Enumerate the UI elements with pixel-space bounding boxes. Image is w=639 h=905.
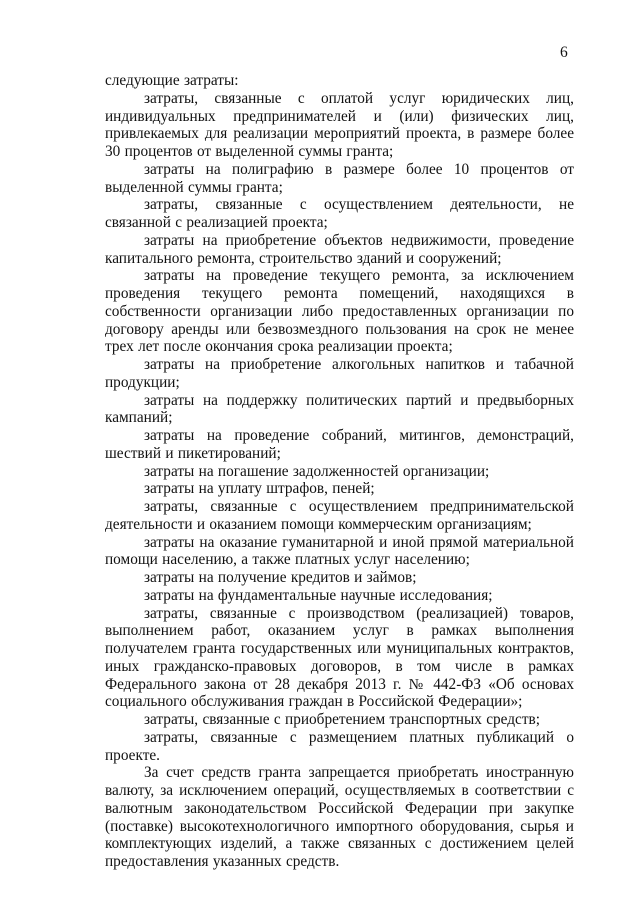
document-body [105,72,574,871]
paragraph-printing-costs: затраты на полиграфию в размере более 10 процентов от выделенной суммы гранта; [105,160,574,196]
paragraph-intro: следующие затраты: [105,72,239,89]
paragraph-fines-costs: затраты на уплату штрафов, пеней; [144,480,375,498]
paragraph-vehicles-costs: затраты, связанные с приобретением транспортных средств; [144,711,540,728]
paragraph-legal-services-costs: затраты, связанные с оплатой услуг юридических лиц, индивидуальных предпринимателей и (или) физических лиц, привлекаемых для реализации мероприятий проекта, в размере более 30 процентов от выделенной суммы гранта; [105,89,574,160]
paragraph-business-activity-costs: затраты, связанные с осуществлением предпринимательской деятельности и оказанием помощи коммерческим организациям; [105,498,574,533]
paragraph-contracts-costs: затраты, связанные с производством (реализацией) товаров, выполнением работ, оказанием услуг в рамках выполнения получателем гранта государственных или муниципальных контрактов, иных гражданско-правовых договоров, в том числе в рамках Федерального закона от 28 декабря 2013 г. № 442-ФЗ «Об основах социального обслуживания граждан в Российской Федерации»; [105,604,574,711]
paragraph-foreign-currency-prohibition: За счет средств гранта запрещается приобретать иностранную валюту, за исключением операций, осуществляемых в соответствии с валютным законодательством Российской Федерации при закупке (поставке) высокотехнологичного импортного оборудования, сырья и комплектующих изделий, а также связанных с достижением целей предоставления указанных средств. [105,764,574,870]
paragraph-rallies-costs: затраты на проведение собраний, митингов, демонстраций, шествий и пикетирований; [105,427,574,462]
paragraph-political-support-costs: затраты на поддержку политических партий и предвыборных кампаний; [105,391,574,427]
paragraph-alcohol-tobacco-costs: затраты на приобретение алкогольных напитков и табачной продукции; [105,356,574,391]
paragraph-loans-costs: затраты на получение кредитов и займов; [144,569,417,586]
paragraph-publications-costs: затраты, связанные с размещением платных публикаций о проекте. [105,728,574,764]
paragraph-current-repair-costs: затраты на проведение текущего ремонта, за исключением проведения текущего ремонта помещений, находящихся в собственности организации либо предоставленных организации по договору аренды или безвозмездного пользования на срок не менее трех лет после окончания срока реализации проекта; [105,267,574,356]
paragraph-humanitarian-aid-costs: затраты на оказание гуманитарной и иной прямой материальной помощи населению, а также платных услуг населению; [105,533,574,569]
paragraph-real-estate-costs: затраты на приобретение объектов недвижимости, проведение капитального ремонта, строительство зданий и сооружений; [105,231,574,267]
paragraph-research-costs: затраты на фундаментальные научные исследования; [144,586,493,604]
paragraph-debt-repayment-costs: затраты на погашение задолженностей организации; [144,462,490,480]
paragraph-unrelated-activity-costs: затраты, связанные с осуществлением деятельности, не связанной с реализацией проекта; [105,196,574,231]
page-number: 6 [560,44,568,61]
